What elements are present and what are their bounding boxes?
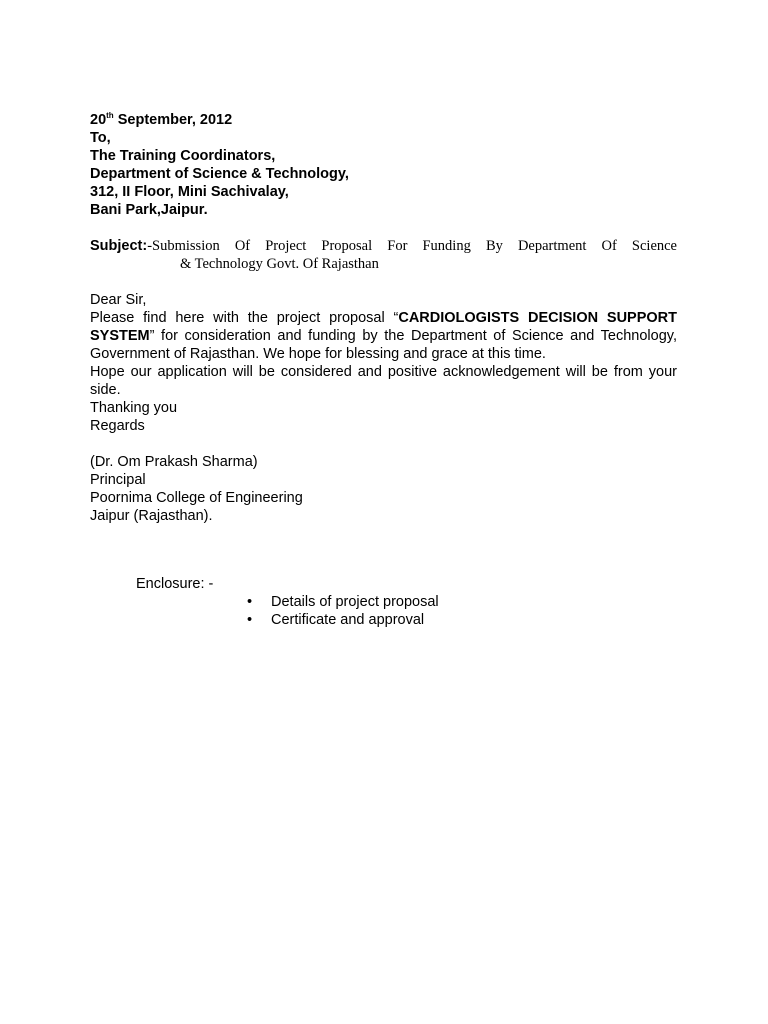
salutation: Dear Sir,: [90, 292, 147, 308]
enclosure-item-text: Details of project proposal: [271, 594, 439, 610]
signatory-title: Principal: [90, 472, 146, 488]
body-paragraph-1: Please find here with the project proposal “CARDIOLOGISTS DECISION SUPPORT SYSTEM” for consideration and funding by the Department of Science and Technology, Government of Rajasthan. We hope for blessing and grace at this time.: [90, 310, 677, 362]
date-month-year: September, 2012: [113, 112, 233, 128]
subject-line: [90, 237, 677, 255]
project-title: CARDIOLOGISTS DECISION SUPPORT SYSTEM: [90, 310, 677, 344]
address-line-street: 312, II Floor, Mini Sachivalay,: [90, 184, 289, 200]
list-item: [246, 611, 439, 629]
address-line-recipient: The Training Coordinators,: [90, 148, 276, 164]
subject-text: -Submission Of Project Proposal For Funding By Department Of Science: [147, 238, 677, 254]
letter-body: [90, 111, 677, 525]
date-day: 20: [90, 112, 107, 128]
address-line-to: To,: [90, 130, 111, 146]
closing-thanks: Thanking you: [90, 400, 178, 416]
address-line-department: Department of Science & Technology,: [90, 166, 349, 182]
subject-label: Subject:: [90, 238, 148, 254]
enclosure-item-text: Certificate and approval: [271, 612, 425, 628]
list-item: [246, 593, 439, 611]
body-paragraph-2: Hope our application will be considered and positive acknowledgement will be from your side.: [90, 364, 677, 398]
spacer: [90, 273, 677, 291]
signatory-name: (Dr. Om Prakash Sharma): [90, 454, 258, 470]
signatory-location: Jaipur (Rajasthan).: [90, 508, 213, 524]
enclosure-label: Enclosure: -: [136, 576, 214, 592]
address-line-city: Bani Park,Jaipur.: [90, 202, 208, 218]
enclosure-list: [246, 593, 439, 629]
subject-text-continued: & Technology Govt. Of Rajasthan: [180, 256, 379, 272]
bullet-icon: •: [247, 594, 253, 610]
signatory-institution: Poornima College of Engineering: [90, 490, 303, 506]
letter-date: [90, 111, 677, 129]
spacer: [90, 435, 677, 453]
closing-regards: Regards: [90, 418, 145, 434]
date-suffix: th: [106, 111, 114, 120]
spacer: [90, 219, 677, 237]
bullet-icon: •: [247, 612, 253, 628]
